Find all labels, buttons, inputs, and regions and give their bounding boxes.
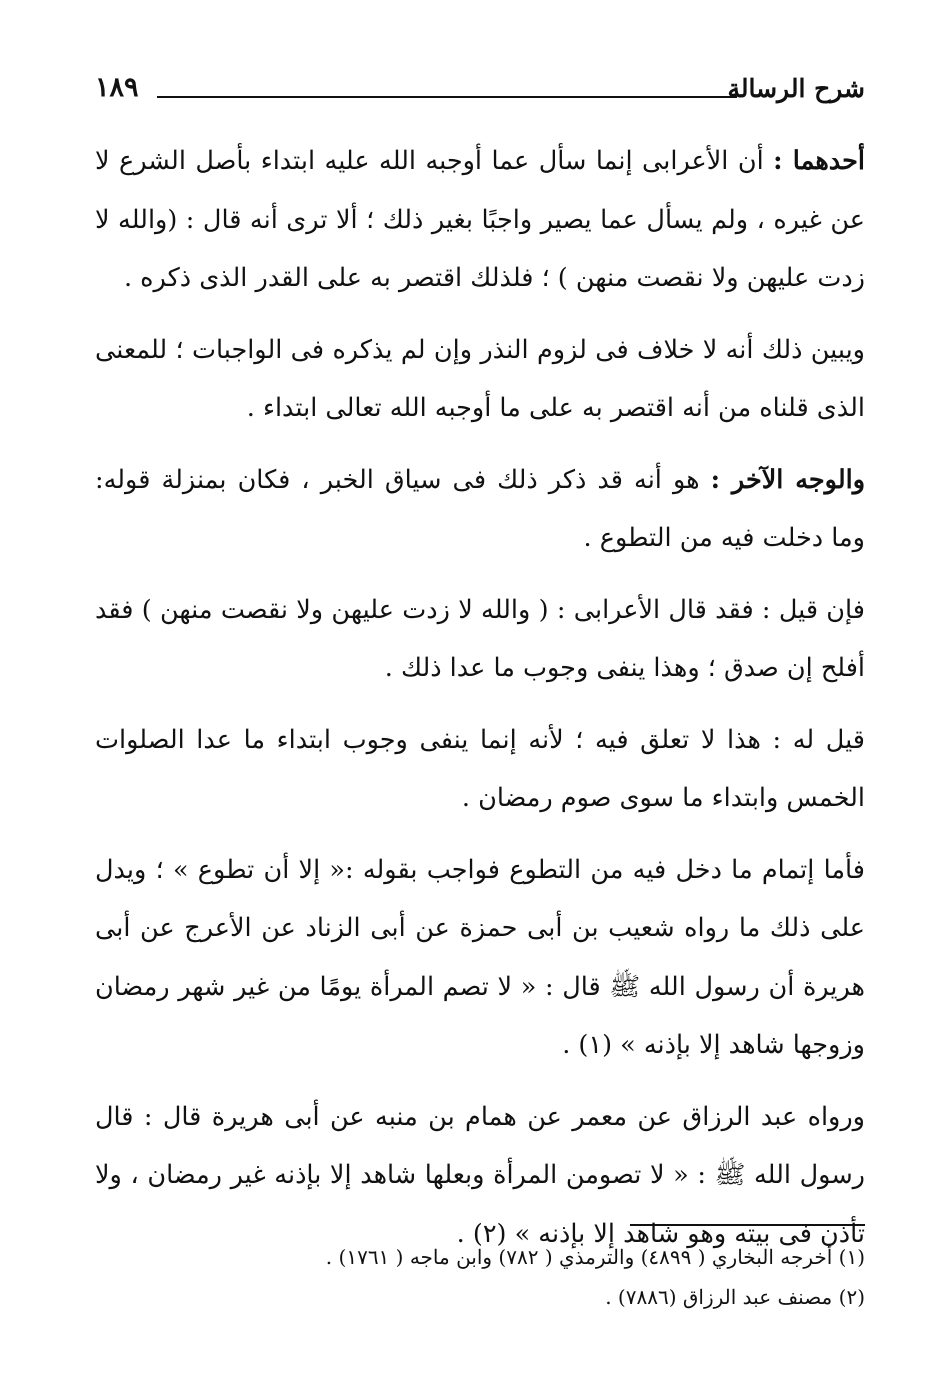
paragraph-lead: أحدهما : <box>773 146 865 176</box>
footnote: (١) أخرجه البخاري ( ٤٨٩٩) والترمذي ( ٧٨٢) وابن ماجه ( ١٧٦١) . <box>325 1245 865 1269</box>
paragraph-text: ويبين ذلك أنه لا خلاف فى لزوم النذر وإن لم يذكره فى الواجبات ؛ للمعنى الذى قلناه من أنه اقتصر به على ما أوجبه الله تعالى ابتداء . <box>95 334 865 423</box>
running-title: شرح الرسالة <box>727 74 865 103</box>
header-rule <box>157 96 737 98</box>
paragraph-text: أن الأعرابى إنما سأل عما أوجبه الله عليه ابتداء بأصل الشرع لا عن غيره ، ولم يسأل عما يصير واجبًا بغير ذلك ؛ ألا ترى أنه قال : (والله لا زدت عليهن ولا نقصت منهن ) ؛ فلذلك اقتصر به على القدر الذى ذكره . <box>95 146 865 293</box>
paragraph-lead: والوجه الآخر : <box>710 464 866 495</box>
paragraph <box>95 841 865 1075</box>
paragraph <box>95 132 865 308</box>
paragraph-text: قيل له : هذا لا تعلق فيه ؛ لأنه إنما ينفى وجوب ابتداء ما عدا الصلوات الخمس وابتداء ما سوى صوم رمضان . <box>95 724 865 813</box>
paragraph <box>95 321 865 438</box>
paragraph <box>95 451 865 568</box>
footnote-separator <box>630 1224 865 1226</box>
paragraph <box>95 581 865 698</box>
paragraph-text: ورواه عبد الرزاق عن معمر عن همام بن منبه عن أبى هريرة قال : قال رسول الله ﷺ : « لا تصومن المرأة وبعلها شاهد إلا بإذنه غير رمضان ، ولا تأذن فى بيته وهو شاهد إلا بإذنه » (٢) . <box>95 1101 865 1249</box>
page-number: ١٨٩ <box>95 72 139 103</box>
page-header <box>95 70 865 110</box>
paragraph <box>95 711 865 828</box>
document-page <box>95 70 865 1370</box>
paragraph-text: فإن قيل : فقد قال الأعرابى : ( والله لا زدت عليهن ولا نقصت منهن ) فقد أفلح إن صدق ؛ وهذا ينفى وجوب ما عدا ذلك . <box>95 594 865 683</box>
footnotes <box>95 1240 865 1320</box>
footnote: (٢) مصنف عبد الرزاق (٧٨٨٦) . <box>605 1285 865 1309</box>
paragraph-text: فأما إتمام ما دخل فيه من التطوع فواجب بقوله :« إلا أن تطوع » ؛ ويدل على ذلك ما رواه شعيب بن أبى حمزة عن أبى الزناد عن الأعرج عن أبى هريرة أن رسول الله ﷺ قال : « لا تصم المرأة يومًا من غير شهر رمضان وزوجها شاهد إلا بإذنه » (١) . <box>95 854 866 1060</box>
paragraph-text: هو أنه قد ذكر ذلك فى سياق الخبر ، فكان بمنزلة قوله: وما دخلت فيه من التطوع . <box>95 464 865 553</box>
body-text <box>95 132 865 1276</box>
paragraph <box>95 1088 865 1264</box>
